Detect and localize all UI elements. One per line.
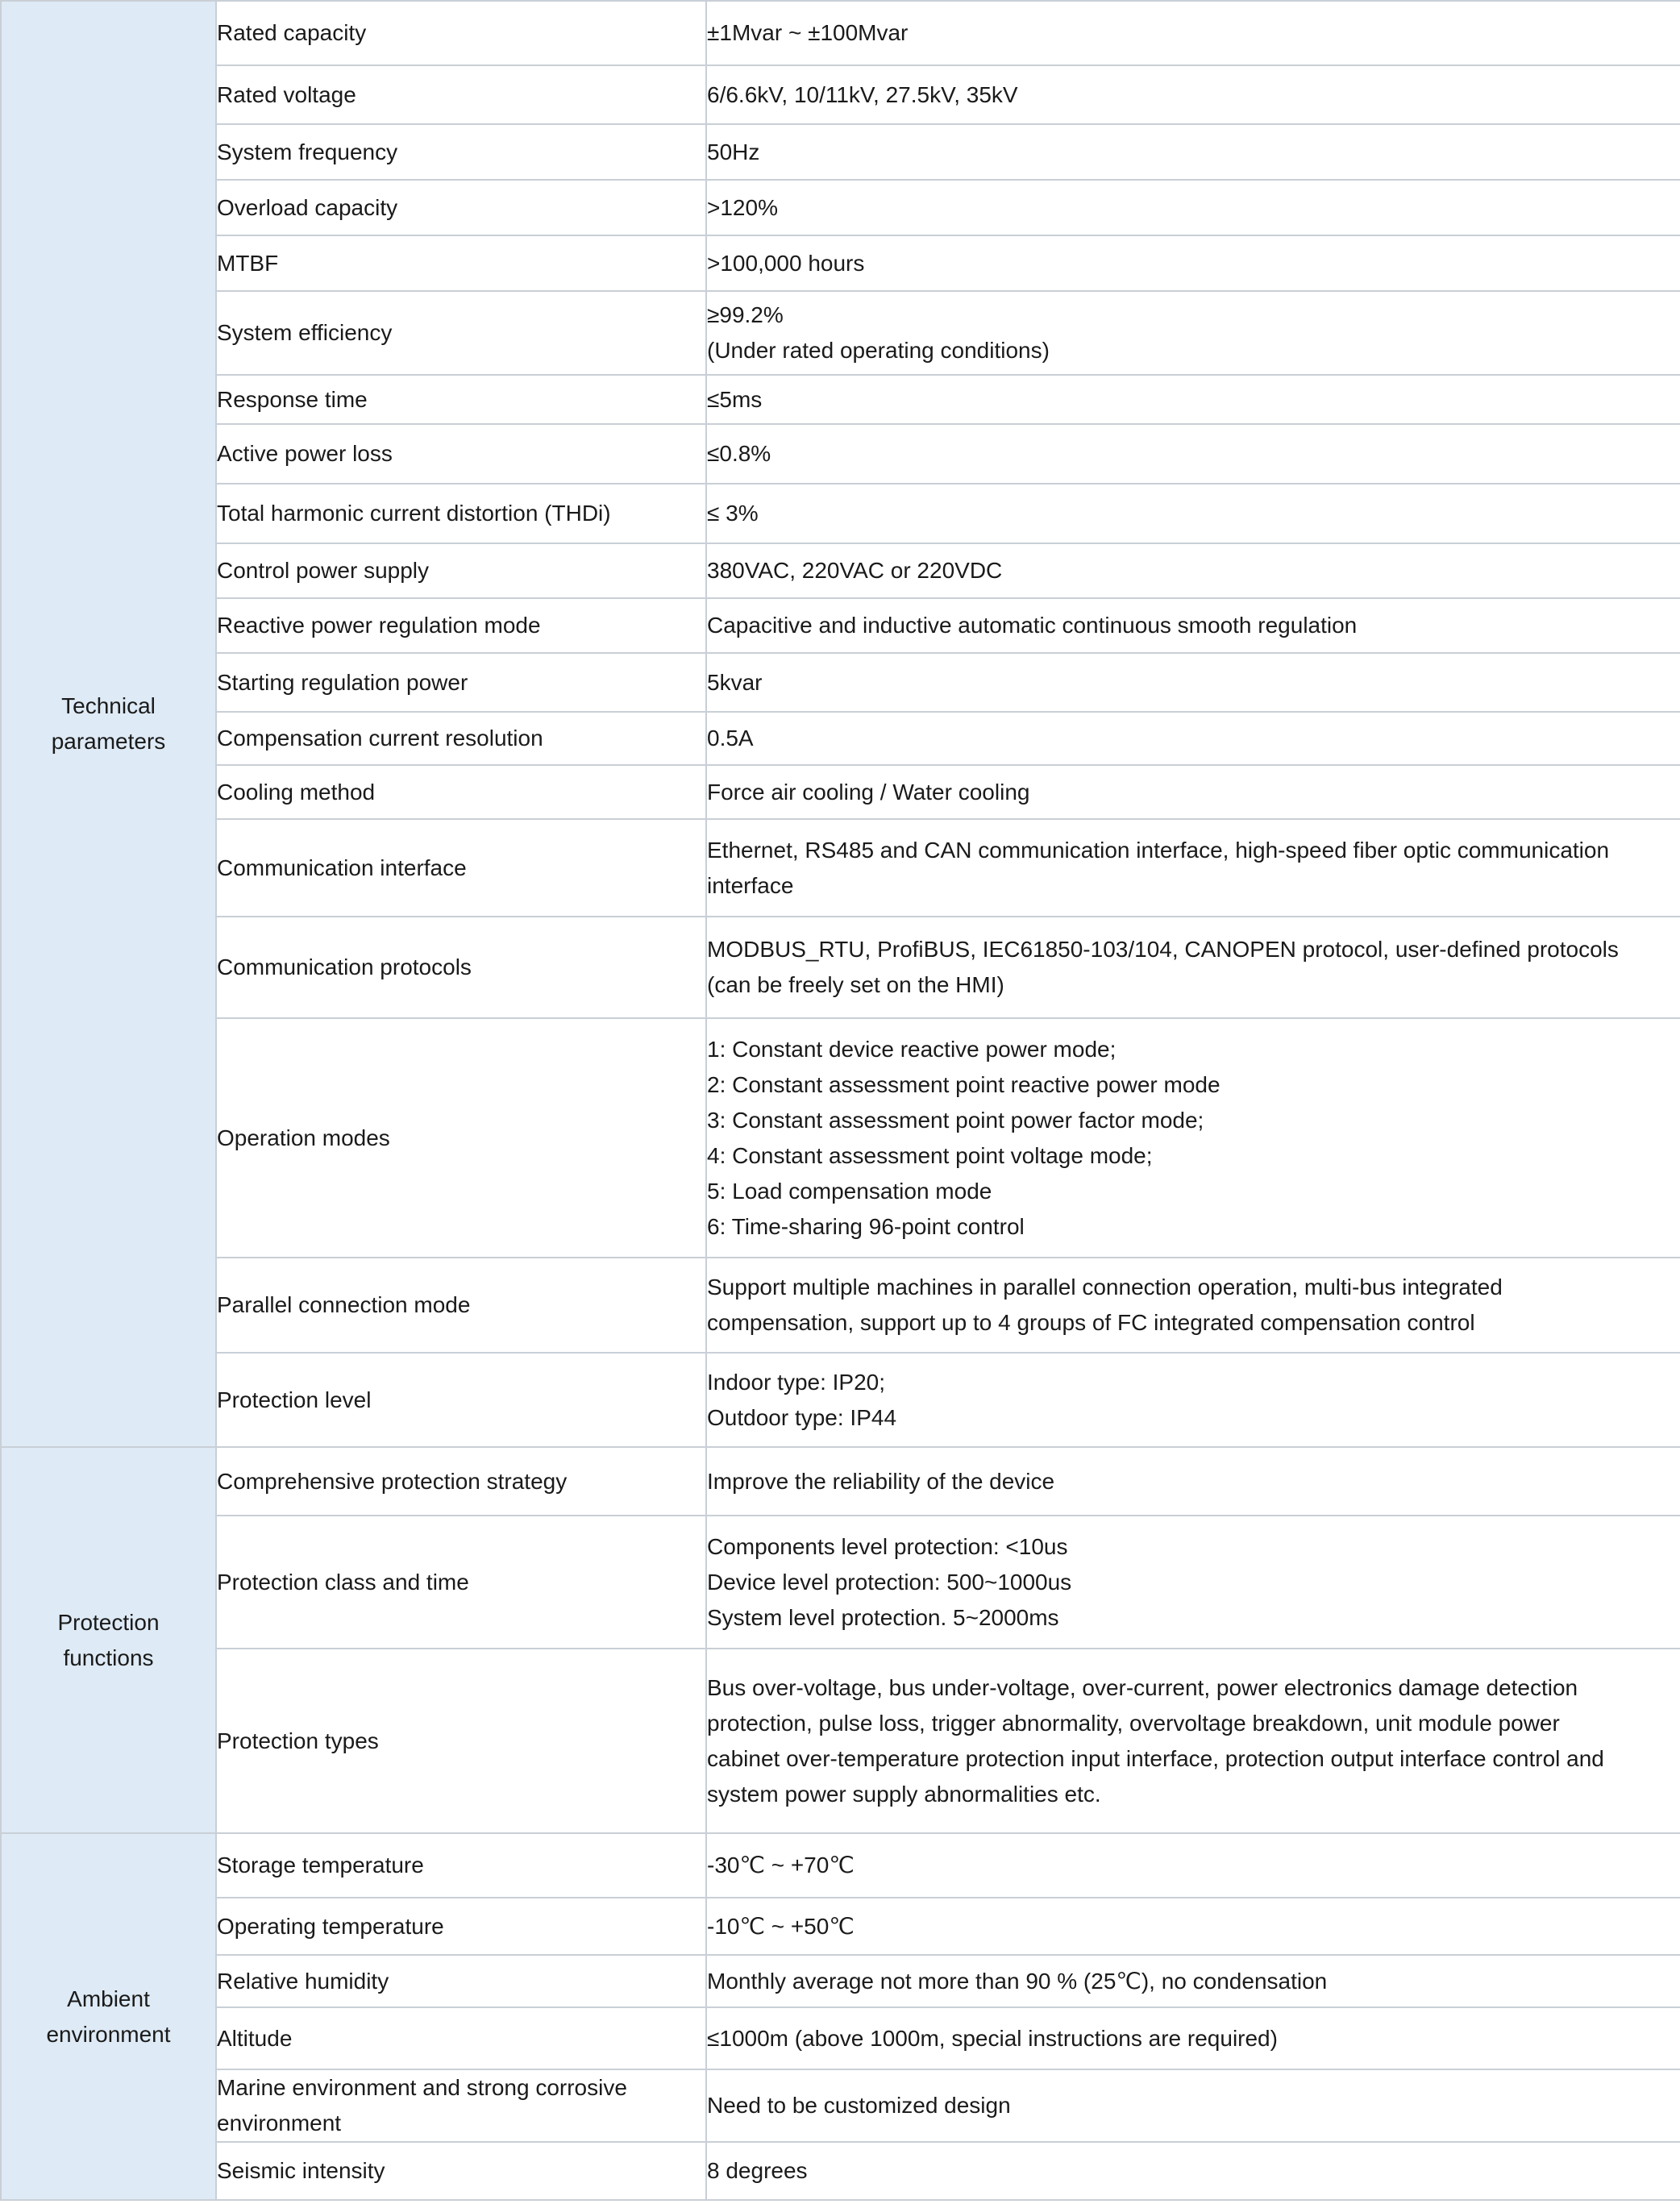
value-text: 380VAC, 220VAC or 220VDC [707, 558, 1003, 583]
table-row [1, 1649, 1680, 1833]
value-text: system power supply abnormalities etc. [707, 1781, 1101, 1807]
value-cell [706, 124, 1680, 180]
value-text: 3: Constant assessment point power factor mode; [707, 1107, 1204, 1133]
parameter-cell [216, 180, 706, 235]
table-row [1, 291, 1680, 375]
parameter-cell [216, 65, 706, 124]
value-cell [706, 65, 1680, 124]
parameter-cell [216, 1649, 706, 1833]
category-label: Protection [57, 1609, 160, 1635]
parameter-cell [216, 484, 706, 543]
parameter-label: Seismic intensity [217, 2158, 385, 2183]
parameter-cell [216, 819, 706, 917]
parameter-label: Response time [217, 386, 368, 412]
value-text: 2: Constant assessment point reactive power mode [707, 1071, 1220, 1097]
value-text: (can be freely set on the HMI) [707, 972, 1004, 997]
table-row [1, 1833, 1680, 1898]
spec-table-body [1, 1, 1680, 2200]
parameter-cell [216, 1955, 706, 2007]
parameter-cell [216, 598, 706, 653]
value-cell [706, 765, 1680, 819]
table-row [1, 180, 1680, 235]
value-cell [706, 917, 1680, 1018]
value-cell [706, 1447, 1680, 1516]
category-label: Technical [61, 693, 156, 718]
parameter-label: Active power loss [217, 441, 393, 466]
table-row [1, 1898, 1680, 1955]
value-cell [706, 653, 1680, 712]
category-cell [1, 1833, 216, 2200]
value-text: ≤ 3% [707, 501, 759, 526]
table-row [1, 235, 1680, 291]
parameter-label: Storage temperature [217, 1853, 424, 1878]
value-text: 0.5A [707, 726, 754, 751]
category-cell [1, 1, 216, 1447]
table-row [1, 653, 1680, 712]
table-row [1, 1018, 1680, 1258]
value-text: -10℃ ~ +50℃ [707, 1913, 855, 1939]
value-cell [706, 1353, 1680, 1447]
value-text: Device level protection: 500~1000us [707, 1569, 1072, 1595]
table-row [1, 1353, 1680, 1447]
parameter-label: Protection level [217, 1387, 372, 1412]
parameter-label: Protection types [217, 1728, 379, 1753]
value-text: Force air cooling / Water cooling [707, 779, 1030, 805]
parameter-label: Rated capacity [217, 20, 367, 45]
table-row [1, 124, 1680, 180]
parameter-cell [216, 1898, 706, 1955]
value-cell [706, 543, 1680, 598]
table-row [1, 1258, 1680, 1353]
value-text: protection, pulse loss, trigger abnormality, overvoltage breakdown, unit module power [707, 1710, 1560, 1736]
parameter-label: Comprehensive protection strategy [217, 1468, 568, 1494]
value-text: interface [707, 872, 794, 898]
category-cell [1, 1447, 216, 1833]
value-cell [706, 375, 1680, 424]
value-text: Monthly average not more than 90 % (25℃), no condensation [707, 1968, 1328, 1994]
value-text: ≤0.8% [707, 441, 771, 466]
parameter-label: Operating temperature [217, 1913, 444, 1939]
parameter-label: Communication protocols [217, 954, 472, 979]
parameter-label: System efficiency [217, 320, 393, 345]
parameter-cell [216, 543, 706, 598]
value-text: cabinet over-temperature protection input interface, protection output interface control and [707, 1745, 1604, 1771]
parameter-cell [216, 917, 706, 1018]
value-text: Improve the reliability of the device [707, 1468, 1055, 1494]
parameter-cell [216, 1258, 706, 1353]
parameter-cell [216, 1516, 706, 1649]
category-label: environment [46, 2021, 171, 2047]
parameter-label: Communication interface [217, 855, 467, 880]
parameter-cell [216, 1018, 706, 1258]
value-text: ±1Mvar ~ ±100Mvar [707, 20, 909, 45]
value-cell [706, 484, 1680, 543]
value-text: Ethernet, RS485 and CAN communication interface, high-speed fiber optic communication [707, 837, 1610, 863]
parameter-label: Altitude [217, 2025, 293, 2051]
table-row [1, 375, 1680, 424]
value-text: ≤5ms [707, 386, 763, 412]
table-row [1, 543, 1680, 598]
value-cell [706, 598, 1680, 653]
parameter-cell [216, 424, 706, 484]
parameter-cell [216, 653, 706, 712]
parameter-cell [216, 291, 706, 375]
value-text: 5: Load compensation mode [707, 1178, 992, 1204]
parameter-cell [216, 124, 706, 180]
parameter-label: Reactive power regulation mode [217, 613, 541, 638]
value-cell [706, 2142, 1680, 2200]
value-text: 1: Constant device reactive power mode; [707, 1036, 1117, 1062]
table-row [1, 484, 1680, 543]
parameter-label: System frequency [217, 139, 398, 164]
table-row [1, 2007, 1680, 2069]
parameter-label: Relative humidity [217, 1968, 389, 1994]
value-text: -30℃ ~ +70℃ [707, 1853, 855, 1878]
value-text: Capacitive and inductive automatic continuous smooth regulation [707, 613, 1358, 638]
parameter-label: Total harmonic current distortion (THDi) [217, 501, 611, 526]
value-text: 8 degrees [707, 2158, 808, 2183]
value-text: ≥99.2% [707, 302, 784, 327]
value-cell [706, 424, 1680, 484]
parameter-label: Starting regulation power [217, 669, 468, 695]
table-row [1, 819, 1680, 917]
value-cell [706, 291, 1680, 375]
parameter-label: Rated voltage [217, 81, 356, 107]
parameter-label: Cooling method [217, 779, 376, 805]
value-cell [706, 1955, 1680, 2007]
value-text: >120% [707, 194, 778, 220]
value-cell [706, 1898, 1680, 1955]
category-label: Ambient [67, 1986, 150, 2011]
value-cell [706, 1018, 1680, 1258]
value-cell [706, 235, 1680, 291]
parameter-cell [216, 2007, 706, 2069]
value-cell [706, 180, 1680, 235]
category-label: functions [63, 1645, 154, 1670]
table-row [1, 712, 1680, 765]
table-row [1, 1955, 1680, 2007]
parameter-cell [216, 1, 706, 65]
value-text: Outdoor type: IP44 [707, 1404, 897, 1430]
parameter-label: Compensation current resolution [217, 726, 543, 751]
table-row [1, 2069, 1680, 2142]
value-text: Need to be customized design [707, 2093, 1011, 2118]
value-text: 6/6.6kV, 10/11kV, 27.5kV, 35kV [707, 81, 1018, 107]
parameter-cell [216, 235, 706, 291]
table-row [1, 65, 1680, 124]
value-text: MODBUS_RTU, ProfiBUS, IEC61850-103/104, CANOPEN protocol, user-defined protocols [707, 937, 1619, 962]
value-cell [706, 1516, 1680, 1649]
parameter-cell [216, 1353, 706, 1447]
value-text: 50Hz [707, 139, 760, 164]
value-cell [706, 1, 1680, 65]
parameter-cell [216, 712, 706, 765]
parameter-cell [216, 1447, 706, 1516]
table-row [1, 1, 1680, 65]
value-text: compensation, support up to 4 groups of FC integrated compensation control [707, 1310, 1475, 1335]
table-row [1, 765, 1680, 819]
value-text: 6: Time-sharing 96-point control [707, 1213, 1025, 1239]
value-text: ≤1000m (above 1000m, special instructions are required) [707, 2025, 1278, 2051]
parameter-label: Control power supply [217, 558, 430, 583]
value-cell [706, 2007, 1680, 2069]
table-row [1, 1516, 1680, 1649]
parameter-cell [216, 2069, 706, 2142]
table-row [1, 598, 1680, 653]
parameter-label: MTBF [217, 250, 279, 276]
value-text: >100,000 hours [707, 250, 865, 276]
value-cell [706, 1649, 1680, 1833]
parameter-cell [216, 765, 706, 819]
table-row [1, 917, 1680, 1018]
value-text: Support multiple machines in parallel connection operation, multi-bus integrated [707, 1275, 1503, 1300]
value-text: Components level protection: <10us [707, 1533, 1068, 1559]
value-text: (Under rated operating conditions) [707, 338, 1050, 363]
value-text: Indoor type: IP20; [707, 1369, 886, 1395]
parameter-label: Parallel connection mode [217, 1292, 471, 1317]
parameter-label: Protection class and time [217, 1569, 469, 1595]
parameter-cell [216, 375, 706, 424]
value-cell [706, 712, 1680, 765]
parameter-label: environment [217, 2110, 342, 2135]
value-cell [706, 819, 1680, 917]
value-cell [706, 2069, 1680, 2142]
value-text: 4: Constant assessment point voltage mode; [707, 1142, 1153, 1168]
category-label: parameters [51, 729, 166, 754]
value-cell [706, 1833, 1680, 1898]
parameter-cell [216, 1833, 706, 1898]
value-text: 5kvar [707, 669, 763, 695]
table-row [1, 2142, 1680, 2200]
parameter-label: Marine environment and strong corrosive [217, 2075, 627, 2100]
value-text: Bus over-voltage, bus under-voltage, over-current, power electronics damage detection [707, 1674, 1578, 1700]
parameter-cell [216, 2142, 706, 2200]
parameter-label: Operation modes [217, 1125, 390, 1150]
table-row [1, 1447, 1680, 1516]
parameter-label: Overload capacity [217, 194, 398, 220]
table-row [1, 424, 1680, 484]
value-cell [706, 1258, 1680, 1353]
value-text: System level protection. 5~2000ms [707, 1604, 1059, 1630]
